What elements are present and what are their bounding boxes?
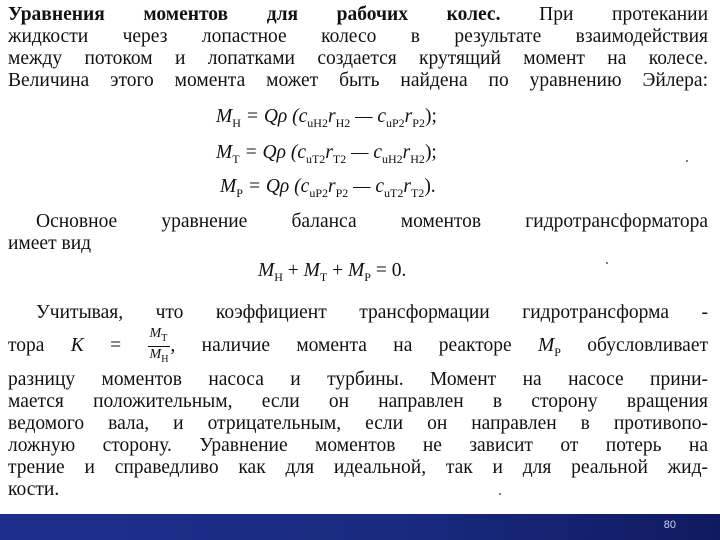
eq3-minus: — c	[348, 176, 385, 197]
eq1-t2b-sub: Р2	[412, 115, 425, 130]
eq2-t2b: r	[402, 142, 411, 163]
mp-sub: Р	[554, 344, 561, 359]
eq2-t2b-sub: Н2	[410, 151, 425, 166]
eq2-t1b-sub: Т2	[332, 151, 347, 166]
frac-num-m: M	[149, 326, 162, 342]
intro-paragraph	[8, 4, 708, 92]
intro-line-4: Величина этого момента может быть найдена по уравнению Эйлера:	[8, 70, 708, 91]
balance-end: = 0.	[370, 260, 407, 281]
eq1-t1b: r	[327, 106, 336, 127]
balance-plus2: +	[327, 260, 349, 281]
eq1-lhs: M	[216, 106, 233, 127]
eq1-end: );	[424, 106, 437, 127]
eq1-t2b: r	[404, 106, 413, 127]
transform-line-7: трение и справедливо как для идеальной, так и для реальной жид-	[8, 457, 708, 478]
balance-s1: Н	[274, 269, 283, 284]
eq3-lhs: M	[220, 176, 237, 197]
transform-line-8: кости.	[8, 479, 60, 500]
eq2-lhs-sub: Т	[232, 151, 240, 166]
section-heading: Уравнения моментов для рабочих колес.	[8, 4, 501, 25]
eq3-t1b-sub: Р2	[335, 185, 349, 200]
eq2-lhs: M	[216, 142, 233, 163]
footer-bar	[0, 514, 720, 540]
intro-line-2: жидкости через лопастное колесо в результате взаимодействия	[8, 26, 708, 47]
eq2-t1a-sub: uТ2	[305, 151, 326, 166]
scan-dot	[686, 160, 688, 162]
intro-line-1	[8, 4, 708, 26]
transformation-paragraph-rest	[8, 369, 708, 501]
eq3-t1b: r	[328, 176, 336, 197]
eq3-t2b: r	[403, 176, 411, 197]
eq1-lhs-sub: Н	[232, 115, 241, 130]
k-fraction-denominator	[148, 347, 171, 367]
eq3-lhs-sub: Р	[236, 185, 243, 200]
eq1-t1b-sub: Н2	[335, 115, 351, 130]
transform-line-2	[8, 325, 708, 367]
eq1-t1a-sub: uН2	[307, 115, 328, 130]
balance-s2: Т	[319, 269, 328, 284]
eq3-t1a-sub: uР2	[309, 185, 328, 200]
transform-line-2-content	[8, 325, 708, 373]
frac-den-m: M	[149, 347, 162, 363]
eq1-minus: — c	[350, 106, 386, 127]
equation-turbine-moment	[216, 142, 437, 167]
mp-m: M	[538, 335, 555, 356]
transform-line-6: ложную сторону. Уравнение моментов не зависит от потерь на	[8, 435, 708, 456]
transform-line-5: ведомого вала, и отрицательным, если он направлен в противопо-	[8, 413, 708, 434]
balance-line-2: имеет вид	[8, 233, 92, 254]
eq3-t2b-sub: Т2	[410, 185, 425, 200]
eq2-minus: — c	[346, 142, 382, 163]
tora-word: тора	[8, 335, 45, 356]
page-number: 80	[663, 519, 676, 531]
eq3-t2a-sub: uТ2	[384, 185, 404, 200]
transform-line-1: Учитывая, что коэффициент трансформации гидротрансформа -	[36, 302, 708, 323]
balance-paragraph	[8, 211, 708, 255]
equation-pump-moment	[216, 106, 437, 131]
k-equals: =	[110, 335, 122, 356]
causes-word: обусловливает	[587, 335, 709, 356]
balance-equation	[258, 260, 406, 285]
equation-reactor-moment	[220, 176, 436, 201]
frac-den-sub: Н	[161, 353, 169, 365]
eq2-rhs: = Qρ (c	[244, 142, 306, 163]
eq2-end: );	[424, 142, 437, 163]
eq2-t2a-sub: uН2	[382, 151, 403, 166]
frac-num-sub: Т	[161, 333, 168, 345]
k-fraction-numerator	[148, 326, 171, 347]
reactor-text: , наличие момента на реакторе	[170, 335, 512, 356]
scan-dot	[606, 262, 608, 264]
balance-s3: Р	[364, 269, 371, 284]
k-fraction	[148, 326, 171, 367]
eq1-rhs: = Qρ (c	[245, 106, 308, 127]
intro-line-3: между потоком и лопатками создается крутящий момент на колесе.	[8, 48, 708, 69]
balance-m1: M	[258, 260, 275, 281]
eq3-end: ).	[424, 176, 436, 197]
balance-plus1: +	[282, 260, 304, 281]
transform-line-3: разницу моментов насоса и турбины. Момент на насосе прини-	[8, 369, 708, 390]
intro-line-1-rest: При протекании	[539, 4, 709, 25]
eq3-rhs: = Qρ (c	[247, 176, 310, 197]
transformation-paragraph	[8, 302, 708, 324]
balance-m2: M	[303, 260, 320, 281]
balance-m3: M	[348, 260, 365, 281]
eq2-t1b: r	[325, 142, 333, 163]
transform-line-4: мается положительным, если он направлен в сторону вращения	[8, 391, 708, 412]
scan-dot	[499, 493, 501, 495]
k-symbol: K	[70, 335, 84, 356]
eq1-t2a-sub: uР2	[385, 115, 405, 130]
mp-symbol	[538, 335, 561, 359]
balance-line-1: Основное уравнение баланса моментов гидротрансформатора	[36, 211, 708, 232]
